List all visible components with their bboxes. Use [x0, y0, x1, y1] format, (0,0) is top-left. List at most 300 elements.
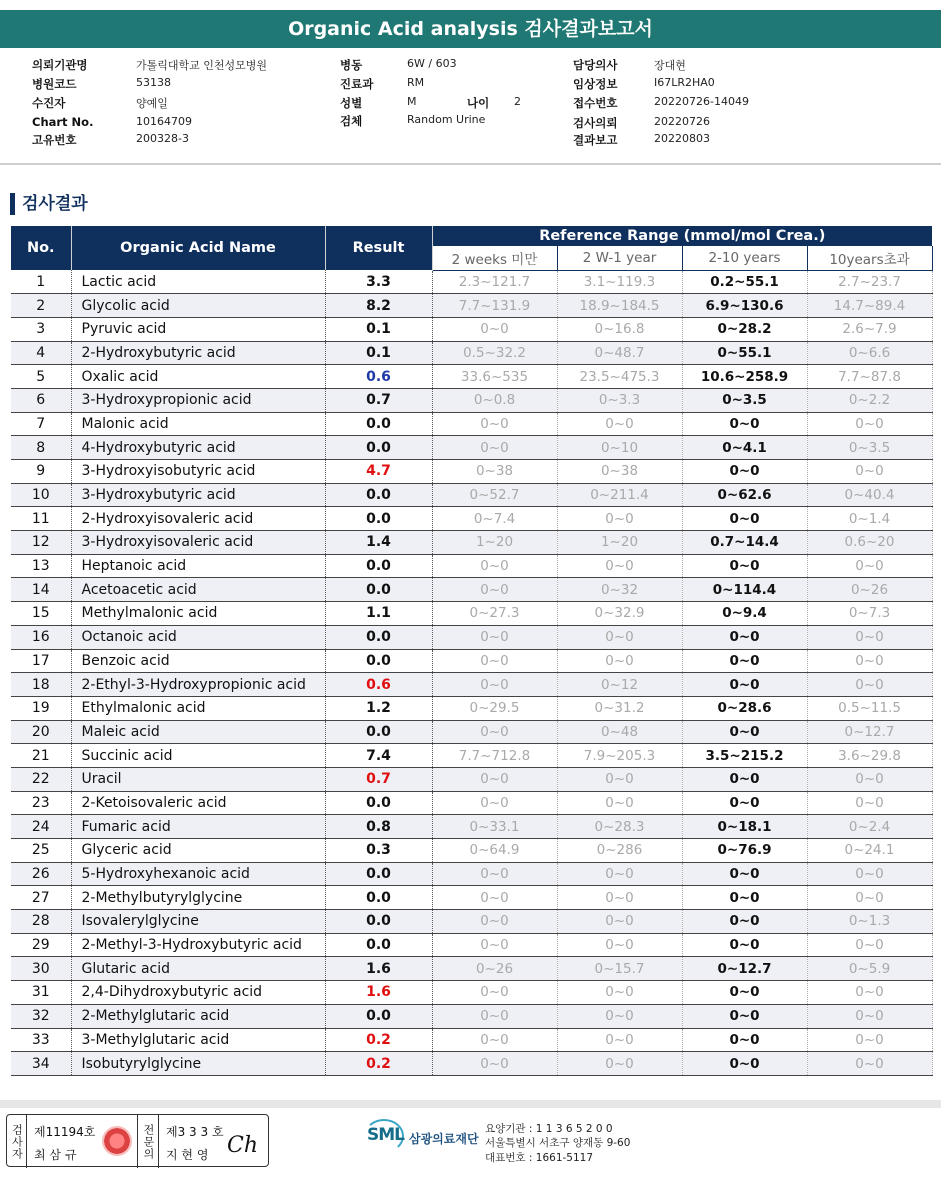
org-name: 삼광의료재단 [409, 1132, 479, 1146]
reference-range: 23.5~475.3 [557, 365, 682, 389]
reference-range: 0~0 [807, 1028, 932, 1052]
results-body [11, 270, 932, 1075]
table-row [11, 839, 932, 863]
acid-name: Acetoacetic acid [71, 578, 325, 602]
table-row [11, 933, 932, 957]
reference-range: 0~0 [432, 720, 557, 744]
reference-range: 2.6~7.9 [807, 317, 932, 341]
reference-range: 0~3.5 [682, 388, 807, 412]
reference-range: 0~0 [682, 673, 807, 697]
reference-range: 0~0 [432, 910, 557, 934]
reference-range: 0~114.4 [682, 578, 807, 602]
table-row [11, 578, 932, 602]
reference-range: 0~0 [557, 1028, 682, 1052]
reference-range: 0~0 [682, 1028, 807, 1052]
reference-range: 14.7~89.4 [807, 294, 932, 318]
reference-range: 0~0 [682, 554, 807, 578]
reference-range: 3.6~29.8 [807, 744, 932, 768]
patient-info [0, 55, 941, 155]
result-value: 1.6 [325, 981, 432, 1005]
ward-value: 6W / 603 [407, 57, 457, 70]
row-number: 4 [11, 341, 71, 365]
acid-name: 3-Hydroxyisovaleric acid [71, 531, 325, 555]
row-number: 29 [11, 933, 71, 957]
doctor-label: 담당의사 [573, 58, 618, 72]
reference-range: 0~0 [807, 767, 932, 791]
reference-range: 0~0 [432, 412, 557, 436]
row-number: 2 [11, 294, 71, 318]
reference-range: 0~32.9 [557, 602, 682, 626]
reference-range: 0~18.1 [682, 815, 807, 839]
result-value: 0.0 [325, 412, 432, 436]
reference-range: 0~38 [557, 460, 682, 484]
acid-name: Maleic acid [71, 720, 325, 744]
row-number: 32 [11, 1004, 71, 1028]
result-value: 4.7 [325, 460, 432, 484]
acid-name: Isobutyrylglycine [71, 1052, 325, 1076]
table-row [11, 744, 932, 768]
table-row [11, 981, 932, 1005]
reference-range: 6.9~130.6 [682, 294, 807, 318]
row-number: 10 [11, 483, 71, 507]
hospital-value: 가톨릭대학교 인천성모병원 [136, 59, 268, 72]
result-value: 0.1 [325, 317, 432, 341]
row-number: 3 [11, 317, 71, 341]
result-value: 0.0 [325, 436, 432, 460]
chart-value: 10164709 [136, 115, 192, 128]
reference-range: 0~2.4 [807, 815, 932, 839]
row-number: 27 [11, 886, 71, 910]
reference-range: 0~52.7 [432, 483, 557, 507]
reference-range: 0~0 [682, 886, 807, 910]
table-row [11, 625, 932, 649]
table-row [11, 696, 932, 720]
acid-name: 2-Methylbutyrylglycine [71, 886, 325, 910]
acid-name: 2-Hydroxybutyric acid [71, 341, 325, 365]
acid-name: 3-Hydroxyisobutyric acid [71, 460, 325, 484]
signature-box [6, 1114, 269, 1167]
result-value: 7.4 [325, 744, 432, 768]
reference-range: 0~1.3 [807, 910, 932, 934]
specialist-label [137, 1115, 159, 1168]
reference-range: 0~0 [682, 1052, 807, 1076]
result-value: 0.0 [325, 910, 432, 934]
result-value: 0.7 [325, 388, 432, 412]
reference-range: 0.2~55.1 [682, 270, 807, 294]
acid-name: 2-Ketoisovaleric acid [71, 791, 325, 815]
row-number: 25 [11, 839, 71, 863]
table-row [11, 531, 932, 555]
reference-range: 0~0 [432, 886, 557, 910]
reference-range: 0~0 [807, 981, 932, 1005]
clinical-label: 임상정보 [573, 77, 618, 91]
reference-range: 7.7~87.8 [807, 365, 932, 389]
result-value: 1.4 [325, 531, 432, 555]
table-row [11, 341, 932, 365]
reference-range: 0~0 [682, 625, 807, 649]
table-row [11, 1028, 932, 1052]
row-number: 7 [11, 412, 71, 436]
reference-range: 0~28.6 [682, 696, 807, 720]
table-row [11, 720, 932, 744]
result-value: 1.6 [325, 957, 432, 981]
specialist-label-text: 전문의 [142, 1123, 155, 1160]
footer-divider [0, 1100, 941, 1108]
acid-name: Uracil [71, 767, 325, 791]
logo-text: SML [367, 1125, 404, 1145]
result-value: 3.3 [325, 270, 432, 294]
patient-label: 수진자 [32, 96, 66, 110]
reference-range: 0~0 [682, 460, 807, 484]
seal-stamp [102, 1126, 132, 1156]
reference-range: 3.5~215.2 [682, 744, 807, 768]
acid-name: 3-Methylglutaric acid [71, 1028, 325, 1052]
footer-line-3: 대표번호 : 1661-5117 [485, 1152, 594, 1164]
acid-name: Succinic acid [71, 744, 325, 768]
reference-range: 0~0 [807, 1004, 932, 1028]
signature: Ch [227, 1133, 259, 1158]
reference-range: 0~211.4 [557, 483, 682, 507]
reference-range: 0~0 [807, 886, 932, 910]
reference-range: 0~0 [432, 317, 557, 341]
section-title: 검사결과 [22, 194, 88, 214]
table-row [11, 507, 932, 531]
reference-range: 0.6~20 [807, 531, 932, 555]
reference-range: 0~0 [807, 460, 932, 484]
reference-range: 0~5.9 [807, 957, 932, 981]
acid-name: Ethylmalonic acid [71, 696, 325, 720]
dept-value: RM [407, 76, 425, 89]
request-label: 검사의뢰 [573, 116, 618, 130]
reference-range: 0~38 [432, 460, 557, 484]
reference-range: 0~28.2 [682, 317, 807, 341]
footer [0, 1108, 941, 1177]
reference-range: 0~0 [682, 981, 807, 1005]
table-row [11, 294, 932, 318]
result-value: 1.1 [325, 602, 432, 626]
reference-range: 1~20 [432, 531, 557, 555]
report-title: Organic Acid analysis 검사결과보고서 [0, 10, 941, 48]
reference-range: 0~0 [557, 910, 682, 934]
reference-range: 0~7.4 [432, 507, 557, 531]
reference-range: 0~0 [432, 862, 557, 886]
sub-header: 2 W-1 year [557, 246, 682, 270]
row-number: 22 [11, 767, 71, 791]
hospital-label: 의뢰기관명 [32, 58, 88, 72]
reference-range: 0.5~32.2 [432, 341, 557, 365]
reference-range: 0~4.1 [682, 436, 807, 460]
sub-header: 10years초과 [807, 246, 932, 270]
sub-header: 2-10 years [682, 246, 807, 270]
reference-range: 0~0 [682, 649, 807, 673]
reference-range: 0~0 [807, 412, 932, 436]
reference-range: 0~7.3 [807, 602, 932, 626]
acid-name: 2-Methyl-3-Hydroxybutyric acid [71, 933, 325, 957]
row-number: 31 [11, 981, 71, 1005]
code-value: 53138 [136, 76, 171, 89]
result-value: 0.6 [325, 365, 432, 389]
acid-name: 2-Ethyl-3-Hydroxypropionic acid [71, 673, 325, 697]
reference-range: 0.5~11.5 [807, 696, 932, 720]
acid-name: 4-Hydroxybutyric acid [71, 436, 325, 460]
acid-name: Fumaric acid [71, 815, 325, 839]
age-label: 나이 [467, 96, 490, 110]
row-number: 26 [11, 862, 71, 886]
acid-name: 2-Hydroxyisovaleric acid [71, 507, 325, 531]
table-row [11, 317, 932, 341]
result-value: 0.8 [325, 815, 432, 839]
reference-range: 0~64.9 [432, 839, 557, 863]
reference-range: 0~0 [432, 981, 557, 1005]
table-row [11, 436, 932, 460]
result-value: 0.0 [325, 720, 432, 744]
acid-name: Glutaric acid [71, 957, 325, 981]
result-value: 0.0 [325, 507, 432, 531]
reference-range: 0~12.7 [682, 957, 807, 981]
row-number: 28 [11, 910, 71, 934]
acid-name: Malonic acid [71, 412, 325, 436]
row-number: 16 [11, 625, 71, 649]
reference-range: 0~0 [432, 1004, 557, 1028]
table-row [11, 460, 932, 484]
reference-range: 0~24.1 [807, 839, 932, 863]
acid-name: 2-Methylglutaric acid [71, 1004, 325, 1028]
col-no-header: No. [11, 226, 71, 270]
acid-name: Oxalic acid [71, 365, 325, 389]
row-number: 11 [11, 507, 71, 531]
sex-label: 성별 [340, 96, 363, 110]
result-value: 0.0 [325, 1004, 432, 1028]
reference-range: 0~40.4 [807, 483, 932, 507]
result-value: 8.2 [325, 294, 432, 318]
row-number: 34 [11, 1052, 71, 1076]
reference-range: 0~0 [557, 554, 682, 578]
acid-name: Isovalerylglycine [71, 910, 325, 934]
reference-range: 0~62.6 [682, 483, 807, 507]
reference-range: 0~0 [807, 791, 932, 815]
row-number: 9 [11, 460, 71, 484]
examiner-number: 제11194호 [34, 1125, 96, 1139]
reference-range: 2.3~121.7 [432, 270, 557, 294]
result-value: 0.2 [325, 1052, 432, 1076]
result-value: 0.6 [325, 673, 432, 697]
examiner-name: 최 삼 규 [34, 1148, 77, 1162]
reference-range: 0~0 [682, 791, 807, 815]
acid-name: 3-Hydroxybutyric acid [71, 483, 325, 507]
reference-range: 0~0 [557, 981, 682, 1005]
code-label: 병원코드 [32, 77, 77, 91]
result-value: 0.0 [325, 791, 432, 815]
table-row [11, 767, 932, 791]
reference-range: 0~286 [557, 839, 682, 863]
result-value: 0.0 [325, 933, 432, 957]
acid-name: Benzoic acid [71, 649, 325, 673]
acid-name: Methylmalonic acid [71, 602, 325, 626]
result-value: 0.0 [325, 649, 432, 673]
request-value: 20220726 [654, 115, 710, 128]
row-number: 21 [11, 744, 71, 768]
reference-range: 0~29.5 [432, 696, 557, 720]
reference-range: 0~0 [432, 436, 557, 460]
reference-range: 2.7~23.7 [807, 270, 932, 294]
specimen-value: Random Urine [407, 113, 486, 126]
reference-range: 10.6~258.9 [682, 365, 807, 389]
col-result-header: Result [325, 226, 432, 270]
reference-range: 0~0 [807, 554, 932, 578]
acid-name: Heptanoic acid [71, 554, 325, 578]
reference-range: 0~76.9 [682, 839, 807, 863]
row-number: 17 [11, 649, 71, 673]
reference-range: 0~6.6 [807, 341, 932, 365]
reference-range: 0~0 [432, 578, 557, 602]
reference-range: 0~0 [682, 767, 807, 791]
reference-range: 0~0 [557, 412, 682, 436]
reference-range: 0~0 [557, 625, 682, 649]
receipt-label: 접수번호 [573, 96, 618, 110]
reference-range: 0~0 [432, 791, 557, 815]
reference-range: 0~0 [557, 507, 682, 531]
reference-range: 0~0 [557, 1004, 682, 1028]
reference-range: 0~12 [557, 673, 682, 697]
table-row [11, 1004, 932, 1028]
table-row [11, 388, 932, 412]
patient-value: 양예일 [136, 97, 168, 110]
reference-range: 0~0 [432, 1028, 557, 1052]
unique-value: 200328-3 [136, 132, 189, 145]
reference-range: 0~0 [557, 862, 682, 886]
reference-range: 3.1~119.3 [557, 270, 682, 294]
table-row [11, 554, 932, 578]
reference-range: 0~0 [807, 625, 932, 649]
result-value: 0.0 [325, 483, 432, 507]
reference-range: 0~15.7 [557, 957, 682, 981]
reference-range: 0~0 [557, 791, 682, 815]
reference-range: 0~0 [432, 673, 557, 697]
doctor-value: 장대현 [654, 59, 686, 72]
sub-header: 2 weeks 미만 [432, 246, 557, 270]
reference-range: 0~1.4 [807, 507, 932, 531]
reference-range: 0~3.5 [807, 436, 932, 460]
reference-range: 0~0 [807, 649, 932, 673]
reference-range: 0~0 [557, 767, 682, 791]
col-name-header: Organic Acid Name [71, 226, 325, 270]
reference-range: 0~0 [682, 720, 807, 744]
acid-name: Lactic acid [71, 270, 325, 294]
reference-range: 0~0 [682, 933, 807, 957]
row-number: 18 [11, 673, 71, 697]
reference-range: 0~32 [557, 578, 682, 602]
table-row [11, 649, 932, 673]
row-number: 14 [11, 578, 71, 602]
row-number: 30 [11, 957, 71, 981]
reference-range: 0~0 [682, 910, 807, 934]
reference-range: 0~0 [682, 507, 807, 531]
reference-range: 0~12.7 [807, 720, 932, 744]
result-value: 0.7 [325, 767, 432, 791]
table-row [11, 673, 932, 697]
table-row [11, 412, 932, 436]
acid-name: 2,4-Dihydroxybutyric acid [71, 981, 325, 1005]
reference-range: 0~33.1 [432, 815, 557, 839]
table-row [11, 862, 932, 886]
reference-range: 0~55.1 [682, 341, 807, 365]
row-number: 15 [11, 602, 71, 626]
sex-value: M [407, 95, 417, 108]
acid-name: Octanoic acid [71, 625, 325, 649]
row-number: 5 [11, 365, 71, 389]
specialist-name: 지 현 영 [166, 1148, 209, 1162]
acid-name: 5-Hydroxyhexanoic acid [71, 862, 325, 886]
reference-range: 0~3.3 [557, 388, 682, 412]
reference-range: 0~16.8 [557, 317, 682, 341]
table-row [11, 957, 932, 981]
reference-range: 0~26 [432, 957, 557, 981]
reference-range: 0~0 [432, 933, 557, 957]
reference-range: 18.9~184.5 [557, 294, 682, 318]
result-value: 1.2 [325, 696, 432, 720]
reference-range: 0~26 [807, 578, 932, 602]
col-ref-header: Reference Range (mmol/mol Crea.) [432, 226, 932, 246]
acid-name: Glyceric acid [71, 839, 325, 863]
reference-range: 0~0 [432, 625, 557, 649]
footer-line-2: 서울특별시 서초구 양재동 9-60 [485, 1137, 631, 1149]
reference-range: 0~0 [682, 862, 807, 886]
result-value: 0.0 [325, 578, 432, 602]
receipt-value: 20220726-14049 [654, 95, 749, 108]
reference-range: 0~0 [557, 649, 682, 673]
reference-range: 0~0 [557, 1052, 682, 1076]
specialist-number: 제3 3 3 호 [166, 1125, 224, 1139]
result-value: 0.0 [325, 886, 432, 910]
table-row [11, 1052, 932, 1076]
reference-range: 1~20 [557, 531, 682, 555]
footer-line-1: 요양기관 : 1 1 3 6 5 2 0 0 [485, 1123, 613, 1135]
acid-name: 3-Hydroxypropionic acid [71, 388, 325, 412]
reference-range: 0~0 [432, 649, 557, 673]
reference-range: 0~2.2 [807, 388, 932, 412]
table-row [11, 886, 932, 910]
clinical-value: I67LR2HA0 [654, 76, 715, 89]
result-value: 0.3 [325, 839, 432, 863]
examiner-label [7, 1115, 27, 1168]
result-value: 0.0 [325, 862, 432, 886]
reference-range: 0~48 [557, 720, 682, 744]
ward-label: 병동 [340, 58, 363, 72]
reference-range: 0~48.7 [557, 341, 682, 365]
reference-range: 0~0 [557, 886, 682, 910]
reference-range: 0~31.2 [557, 696, 682, 720]
reference-range: 0~0.8 [432, 388, 557, 412]
result-date-value: 20220803 [654, 132, 710, 145]
dept-label: 진료과 [340, 77, 374, 91]
examiner-label-text: 검사자 [10, 1123, 24, 1160]
acid-name: Pyruvic acid [71, 317, 325, 341]
reference-range: 33.6~535 [432, 365, 557, 389]
row-number: 20 [11, 720, 71, 744]
reference-range: 0~0 [807, 1052, 932, 1076]
table-row [11, 910, 932, 934]
row-number: 33 [11, 1028, 71, 1052]
header-divider [0, 163, 941, 165]
row-number: 19 [11, 696, 71, 720]
row-number: 23 [11, 791, 71, 815]
reference-range: 0~27.3 [432, 602, 557, 626]
table-row [11, 602, 932, 626]
row-number: 13 [11, 554, 71, 578]
reference-range: 0~0 [807, 933, 932, 957]
reference-range: 0~0 [432, 767, 557, 791]
reference-range: 0~0 [807, 862, 932, 886]
